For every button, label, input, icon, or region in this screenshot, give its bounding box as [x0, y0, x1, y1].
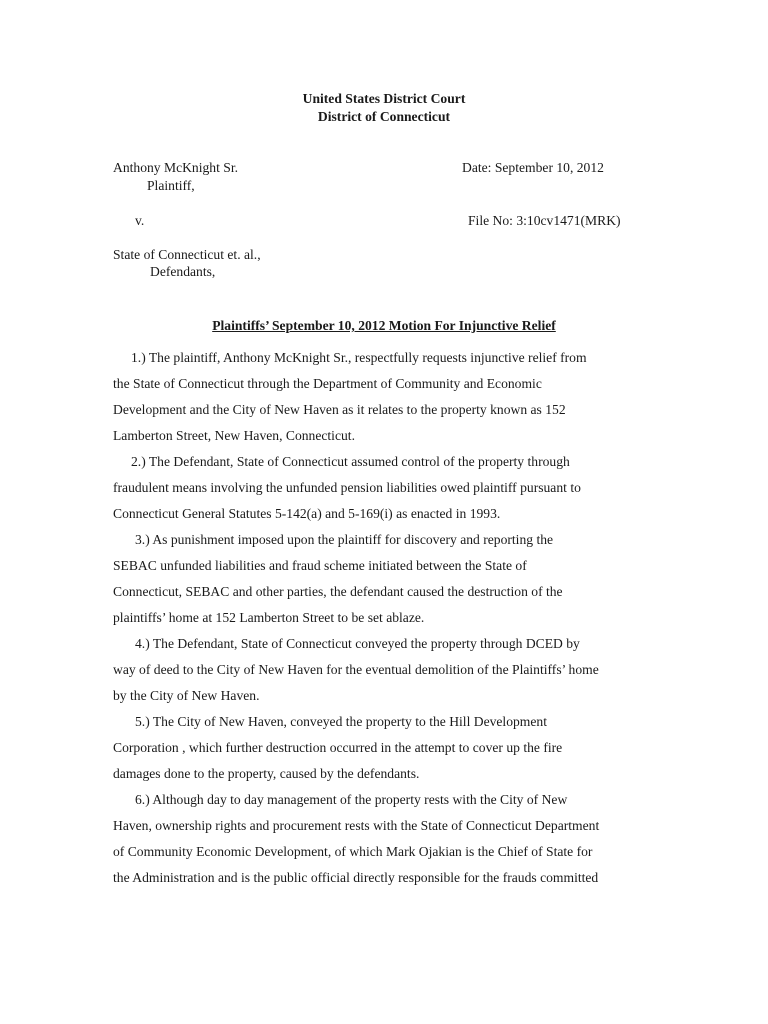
body-line: Development and the City of New Haven as it relates to the property known as 152 [113, 402, 566, 417]
motion-title: Plaintiffs’ September 10, 2012 Motion For Injunctive Relief [212, 318, 556, 333]
body-line: by the City of New Haven. [113, 688, 260, 703]
body-line: 5.) The City of New Haven, conveyed the property to the Hill Development [135, 714, 547, 729]
body-line: Connecticut, SEBAC and other parties, the defendant caused the destruction of the [113, 584, 563, 599]
body-line: the State of Connecticut through the Department of Community and Economic [113, 376, 542, 391]
body-line: Haven, ownership rights and procurement rests with the State of Connecticut Department [113, 818, 600, 833]
plaintiff-name: Anthony McKnight Sr. [113, 160, 238, 175]
body-line: 2.) The Defendant, State of Connecticut assumed control of the property through [131, 454, 570, 469]
body-line: 1.) The plaintiff, Anthony McKnight Sr., respectfully requests injunctive relief from [131, 350, 587, 365]
body-line: fraudulent means involving the unfunded pension liabilities owed plaintiff pursuant to [113, 480, 581, 495]
court-header [0, 90, 768, 126]
body-line: way of deed to the City of New Haven for the eventual demolition of the Plaintiffs’ home [113, 662, 599, 677]
versus-label: v. [135, 213, 145, 228]
body-line: 3.) As punishment imposed upon the plaintiff for discovery and reporting the [135, 532, 554, 547]
defendant-name: State of Connecticut et. al., [113, 247, 261, 262]
file-number: File No: 3:10cv1471(MRK) [468, 213, 621, 228]
body-line: 6.) Although day to day management of the property rests with the City of New [135, 792, 568, 807]
district-name: District of Connecticut [317, 109, 451, 124]
body-line: damages done to the property, caused by the defendants. [113, 766, 420, 781]
body-line: the Administration and is the public official directly responsible for the frauds committed [113, 870, 599, 885]
body-line: Lamberton Street, New Haven, Connecticut. [113, 428, 355, 443]
court-name: United States District Court [302, 91, 466, 106]
body-line: of Community Economic Development, of which Mark Ojakian is the Chief of State for [113, 844, 593, 859]
body-line: plaintiffs’ home at 152 Lamberton Street to be set ablaze. [113, 610, 425, 625]
body-line: Connecticut General Statutes 5-142(a) and 5-169(i) as enacted in 1993. [113, 506, 501, 521]
body-line: Corporation , which further destruction occurred in the attempt to cover up the fire [113, 740, 563, 755]
filing-date: Date: September 10, 2012 [462, 160, 604, 175]
motion-body [113, 349, 673, 895]
defendant-role: Defendants, [150, 264, 216, 279]
body-line: 4.) The Defendant, State of Connecticut conveyed the property through DCED by [135, 636, 580, 651]
body-line: SEBAC unfunded liabilities and fraud scheme initiated between the State of [113, 558, 527, 573]
plaintiff-role: Plaintiff, [147, 178, 195, 193]
